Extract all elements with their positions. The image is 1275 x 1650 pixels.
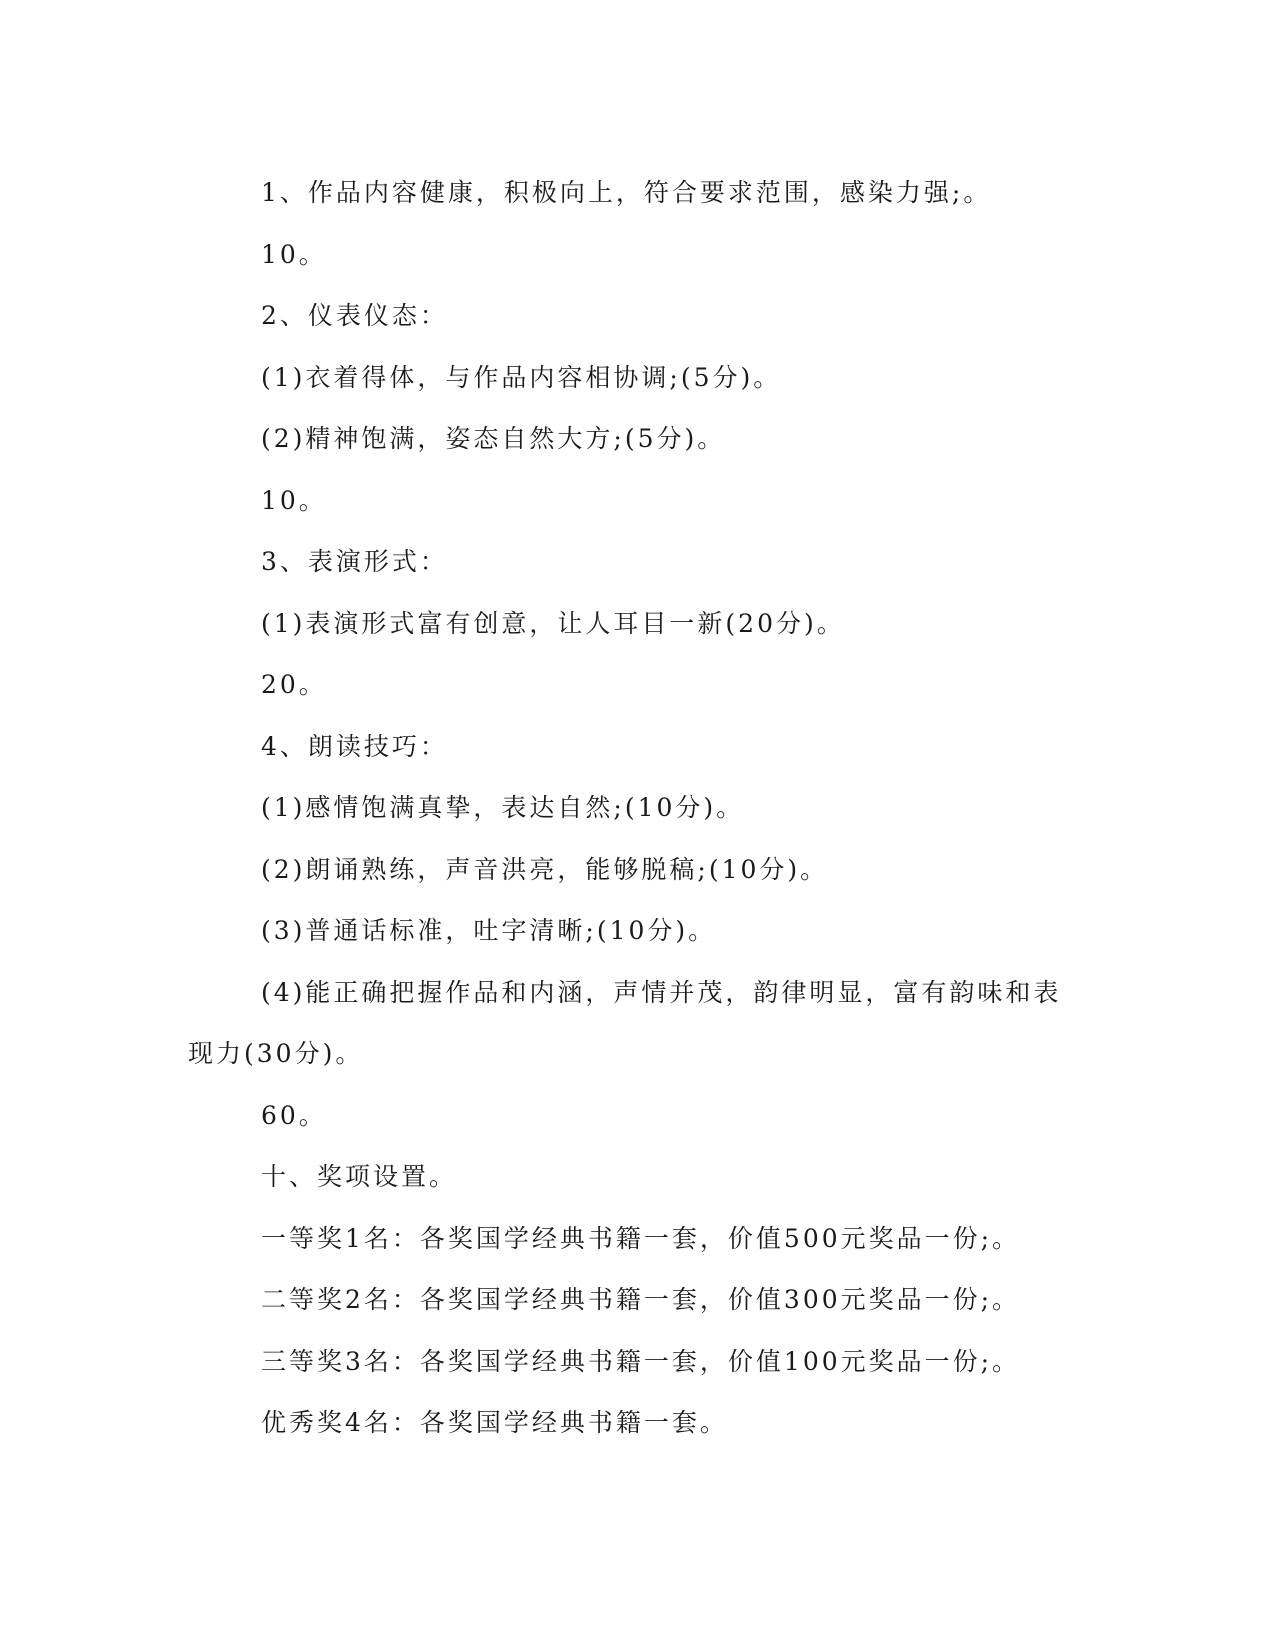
criterion-content-health: 1、作品内容健康，积极向上，符合要求范围，感染力强;。 bbox=[261, 178, 992, 207]
document-body bbox=[188, 162, 1088, 1454]
award-excellence-prize: 优秀奖4名：各奖国学经典书籍一套。 bbox=[261, 1408, 728, 1437]
score-subtotal-performance: 20。 bbox=[261, 670, 327, 699]
criterion-reading-item-3: (3)普通话标准，吐字清晰;(10分)。 bbox=[261, 916, 717, 945]
criterion-performance-heading: 3、表演形式： bbox=[261, 547, 448, 576]
criterion-reading-item-2: (2)朗诵熟练，声音洪亮，能够脱稿;(10分)。 bbox=[261, 854, 829, 884]
criterion-reading-item-1: (1)感情饱满真挚，表达自然;(10分)。 bbox=[261, 793, 745, 822]
section-awards-heading: 十、奖项设置。 bbox=[261, 1162, 458, 1191]
criterion-appearance-item-2: (2)精神饱满，姿态自然大方;(5分)。 bbox=[261, 424, 726, 453]
award-first-prize: 一等奖1名：各奖国学经典书籍一套，价值500元奖品一份;。 bbox=[261, 1223, 1021, 1253]
score-subtotal-content: 10。 bbox=[261, 239, 327, 269]
score-subtotal-reading: 60。 bbox=[261, 1100, 327, 1130]
criterion-reading-item-4: (4)能正确把握作品和内涵，声情并茂，韵律明显，富有韵味和表现力(30分)。 bbox=[188, 977, 1062, 1068]
criterion-reading-heading: 4、朗读技巧： bbox=[261, 731, 448, 761]
criterion-appearance-heading: 2、仪表仪态： bbox=[261, 301, 448, 330]
criterion-appearance-item-1: (1)衣着得体，与作品内容相协调;(5分)。 bbox=[261, 362, 782, 392]
criterion-performance-item-1: (1)表演形式富有创意，让人耳目一新(20分)。 bbox=[261, 608, 845, 638]
score-subtotal-appearance: 10。 bbox=[261, 485, 327, 515]
award-third-prize: 三等奖3名：各奖国学经典书籍一套，价值100元奖品一份;。 bbox=[261, 1346, 1021, 1376]
award-second-prize: 二等奖2名：各奖国学经典书籍一套，价值300元奖品一份;。 bbox=[261, 1285, 1021, 1314]
